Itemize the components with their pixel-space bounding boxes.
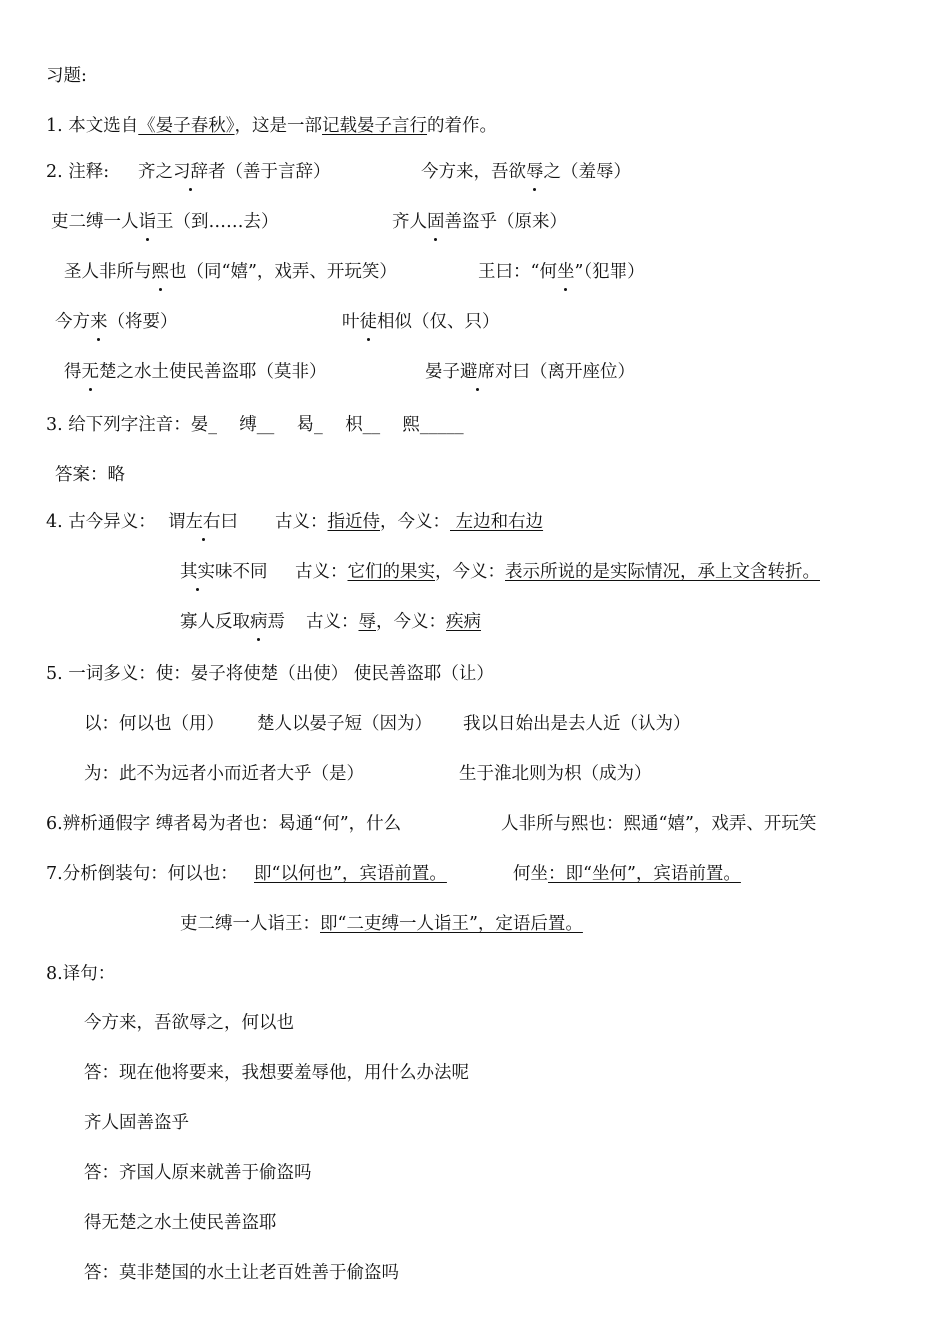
emphasis-dot-mark: 左右 [185, 512, 221, 532]
q4-word: 谓左右曰 [168, 512, 238, 532]
q3-char: 枳 [345, 415, 363, 435]
q2-item: 今方来，吾欲辱之（羞辱） [421, 162, 631, 182]
q3-blank: __ [362, 415, 381, 435]
question-3 [46, 413, 464, 437]
q1-description: 记载晏子言行 [322, 116, 428, 136]
emphasis-dot-mark: 其实 [180, 562, 215, 582]
q4-modern-meaning: 表示所说的是实际情况，承上文含转折。 [505, 562, 820, 582]
q2-item: 吏二缚一人诣王（到……去） [51, 212, 279, 232]
q2-item: 得无楚之水土使民善盗耶（莫非） [64, 362, 327, 382]
q1-prefix: 1. 本文选自 [46, 116, 139, 136]
q5-label: 5. 一词多义： [46, 664, 156, 684]
q2-item: 晏子避席对曰（离开座位） [425, 362, 635, 382]
q8-answer: 答：莫非楚国的水土让老百姓善于偷盗吗 [84, 1263, 399, 1283]
q7-label: 7.分析倒装句：何以也： [46, 864, 238, 884]
q4-word: 寡人反取病焉 [180, 612, 285, 632]
q6-part-1: 6.辨析通假字 缚者曷为者也：曷通“何”，什么 [46, 814, 402, 834]
emphasis-dot-mark: 坐 [556, 262, 575, 282]
question-7-row-2 [180, 912, 583, 936]
q7-answer-1: 即“以何也”，宾语前置。 [254, 864, 447, 884]
q2-item: 齐人固善盗乎（原来） [392, 212, 567, 232]
emphasis-dot-mark: 固 [427, 212, 445, 232]
emphasis-dot-mark: 徒 [359, 312, 377, 332]
q3-char: 缚 [239, 415, 257, 435]
emphasis-dot-mark: 诣 [138, 212, 156, 232]
q8-answer: 答：齐国人原来就善于偷盗吗 [84, 1163, 312, 1183]
q4-meaning: 古义：辱，今义：疾病 [306, 612, 481, 632]
q3-char: 晏 [190, 415, 209, 435]
q1-mid: ，这是一部 [234, 116, 323, 136]
q3-answer: 答案：略 [55, 465, 125, 485]
q7-answer-3: 即“二吏缚一人诣王”，定语后置。 [320, 914, 583, 934]
emphasis-dot-mark: 辱 [526, 162, 544, 182]
q4-meaning: 古义：它们的果实，今义：表示所说的是实际情况，承上文含转折。 [295, 562, 820, 582]
q2-label: 2. 注释: [46, 162, 110, 182]
q5-text: 使：晏子将使楚（出使） 使民善盗耶（让） [155, 664, 494, 684]
q4-label: 4. 古今异义： [46, 512, 156, 532]
q8-sentence: 得无楚之水土使民善盗耶 [84, 1213, 277, 1233]
q4-word: 其实味不同 [180, 562, 268, 582]
q2-item: 王曰：“何坐”（犯罪） [478, 262, 645, 282]
q2-item: 齐之习辞者（善于言辞） [138, 162, 331, 182]
question-1 [46, 114, 497, 138]
emphasis-dot-mark: 习辞 [173, 162, 208, 182]
emphasis-dot-mark: 无 [81, 362, 99, 382]
emphasis-dot-mark: 熙 [151, 262, 169, 282]
q8-sentence: 齐人固善盗乎 [84, 1113, 189, 1133]
q4-ancient-meaning: 指近侍 [327, 512, 380, 532]
q5-text: 以：何以也（用） [84, 714, 224, 734]
q4-ancient-meaning: 它们的果实 [347, 562, 435, 582]
q3-label: 3. 给下列字注音： [46, 415, 191, 435]
q4-ancient-meaning: 辱 [358, 612, 376, 632]
q5-text: 我以日始出是去人近（认为） [463, 714, 691, 734]
q2-item: 叶徒相似（仅、只） [342, 312, 500, 332]
exercise-heading: 习题: [46, 66, 87, 86]
q1-suffix: 的着作。 [427, 116, 498, 136]
q7-mid: 何坐：即“坐何”，宾语前置。 [513, 864, 741, 884]
q3-char: 曷 [296, 415, 315, 435]
question-5-row-1 [46, 662, 494, 686]
q2-item: 圣人非所与熙也（同“嬉”，戏弄、开玩笑） [64, 262, 397, 282]
q5-text: 为：此不为远者小而近者大乎（是） [84, 764, 364, 784]
q3-blank: __ [256, 415, 275, 435]
emphasis-dot-mark: 来 [90, 312, 108, 332]
q3-blank: _ [314, 415, 323, 435]
q4-meaning: 古义：指近侍，今义： 左边和右边 [275, 512, 544, 532]
q3-char: 熙 [402, 415, 420, 435]
q6-part-2: 人非所与熙也：熙通“嬉”，戏弄、开玩笑 [501, 814, 817, 834]
q5-text: 生于淮北则为枳（成为） [459, 764, 652, 784]
emphasis-dot-mark: 病 [250, 612, 268, 632]
q3-blank: _ [208, 415, 218, 435]
q2-item: 今方来（将要） [55, 312, 178, 332]
q8-sentence: 今方来，吾欲辱之，何以也 [84, 1013, 294, 1033]
q3-blank: _____ [419, 415, 464, 435]
q4-modern-meaning: 疾病 [446, 612, 481, 632]
q7-answer-2: ：即“坐何”，宾语前置。 [548, 864, 741, 884]
emphasis-dot-mark: 避席 [460, 362, 495, 382]
q4-modern-meaning: 左边和右边 [450, 512, 544, 532]
q8-answer: 答：现在他将要来，我想要羞辱他，用什么办法呢 [84, 1063, 469, 1083]
q5-text: 楚人以晏子短（因为） [257, 714, 432, 734]
q1-book-title: 《晏子春秋》 [138, 116, 235, 136]
question-8-label: 8.译句： [46, 964, 116, 984]
q7-line2-label: 吏二缚一人诣王： [180, 914, 320, 934]
